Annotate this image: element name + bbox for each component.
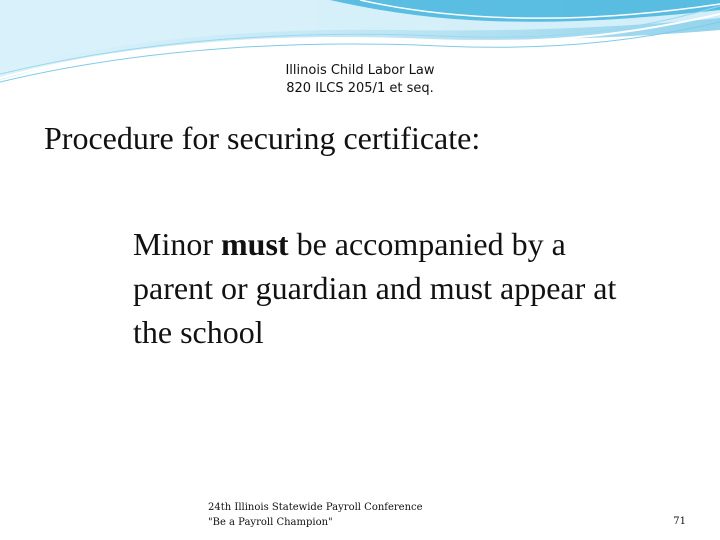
page-number: 71 [673,516,686,527]
footer-conference-name: 24th Illinois Statewide Payroll Conference [208,502,423,513]
slide-title: Procedure for securing certificate: [44,120,481,156]
header-line-2: 820 ILCS 205/1 et seq. [286,81,434,96]
footer [208,500,423,530]
slide-body [133,222,653,354]
slide-header [0,62,720,98]
body-text-end: be accompanied by a parent or guardian and must appear at the school [133,226,617,350]
footer-slogan: "Be a Payroll Champion" [208,517,333,528]
body-text-start: Minor [133,226,221,262]
body-emphasis: must [221,226,289,262]
header-line-1: Illinois Child Labor Law [285,63,435,78]
